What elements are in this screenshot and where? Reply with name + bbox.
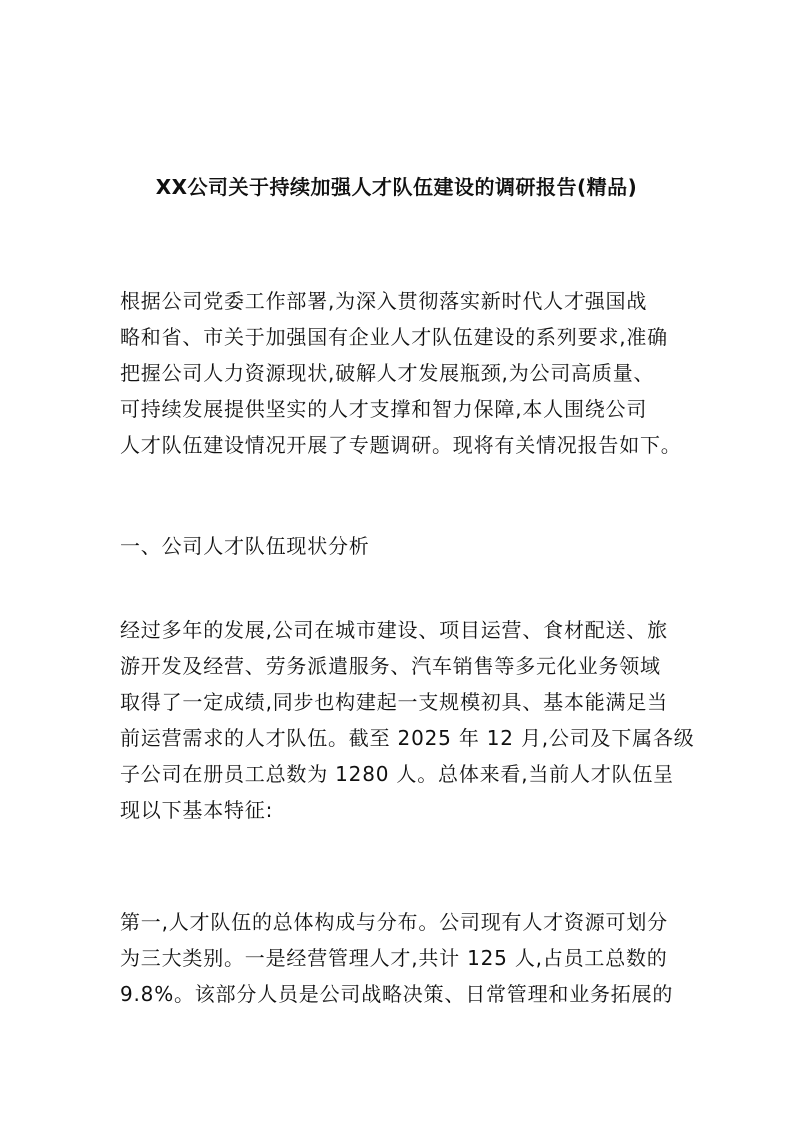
paragraph-line: 现以下基本特征:	[120, 798, 274, 822]
paragraph-line: 9.8%。该部分人员是公司战略决策、日常管理和业务拓展的	[120, 982, 674, 1006]
paragraph-line: 第一,人才队伍的总体构成与分布。公司现有人才资源可划分	[120, 910, 668, 934]
section-heading: 一、公司人才队伍现状分析	[120, 534, 370, 558]
intro-line: 根据公司党委工作部署,为深入贯彻落实新时代人才强国战	[120, 289, 648, 313]
paragraph-line: 子公司在册员工总数为 1280 人。总体来看,当前人才队伍呈	[120, 762, 674, 786]
intro-line: 人才队伍建设情况开展了专题调研。现将有关情况报告如下。	[120, 433, 682, 457]
section1-paragraph-1	[120, 612, 695, 828]
document-title: XX公司关于持续加强人才队伍建设的调研报告(精品)	[155, 175, 638, 199]
paragraph-line: 取得了一定成绩,同步也构建起一支规模初具、基本能满足当	[120, 690, 668, 714]
intro-paragraph	[120, 283, 680, 463]
paragraph-line: 为三大类别。一是经营管理人才,共计 125 人,占员工总数的	[120, 946, 668, 970]
intro-line: 把握公司人力资源现状,破解人才发展瓶颈,为公司高质量、	[120, 361, 655, 385]
intro-line: 可持续发展提供坚实的人才支撑和智力保障,本人围绕公司	[120, 397, 648, 421]
section1-paragraph-2	[120, 904, 680, 1012]
paragraph-line: 游开发及经营、劳务派遣服务、汽车销售等多元化业务领域	[120, 654, 661, 678]
paragraph-line: 经过多年的发展,公司在城市建设、项目运营、食材配送、旅	[120, 618, 668, 642]
paragraph-line: 前运营需求的人才队伍。截至 2025 年 12 月,公司及下属各级	[120, 726, 695, 750]
intro-line: 略和省、市关于加强国有企业人才队伍建设的系列要求,准确	[120, 325, 668, 349]
